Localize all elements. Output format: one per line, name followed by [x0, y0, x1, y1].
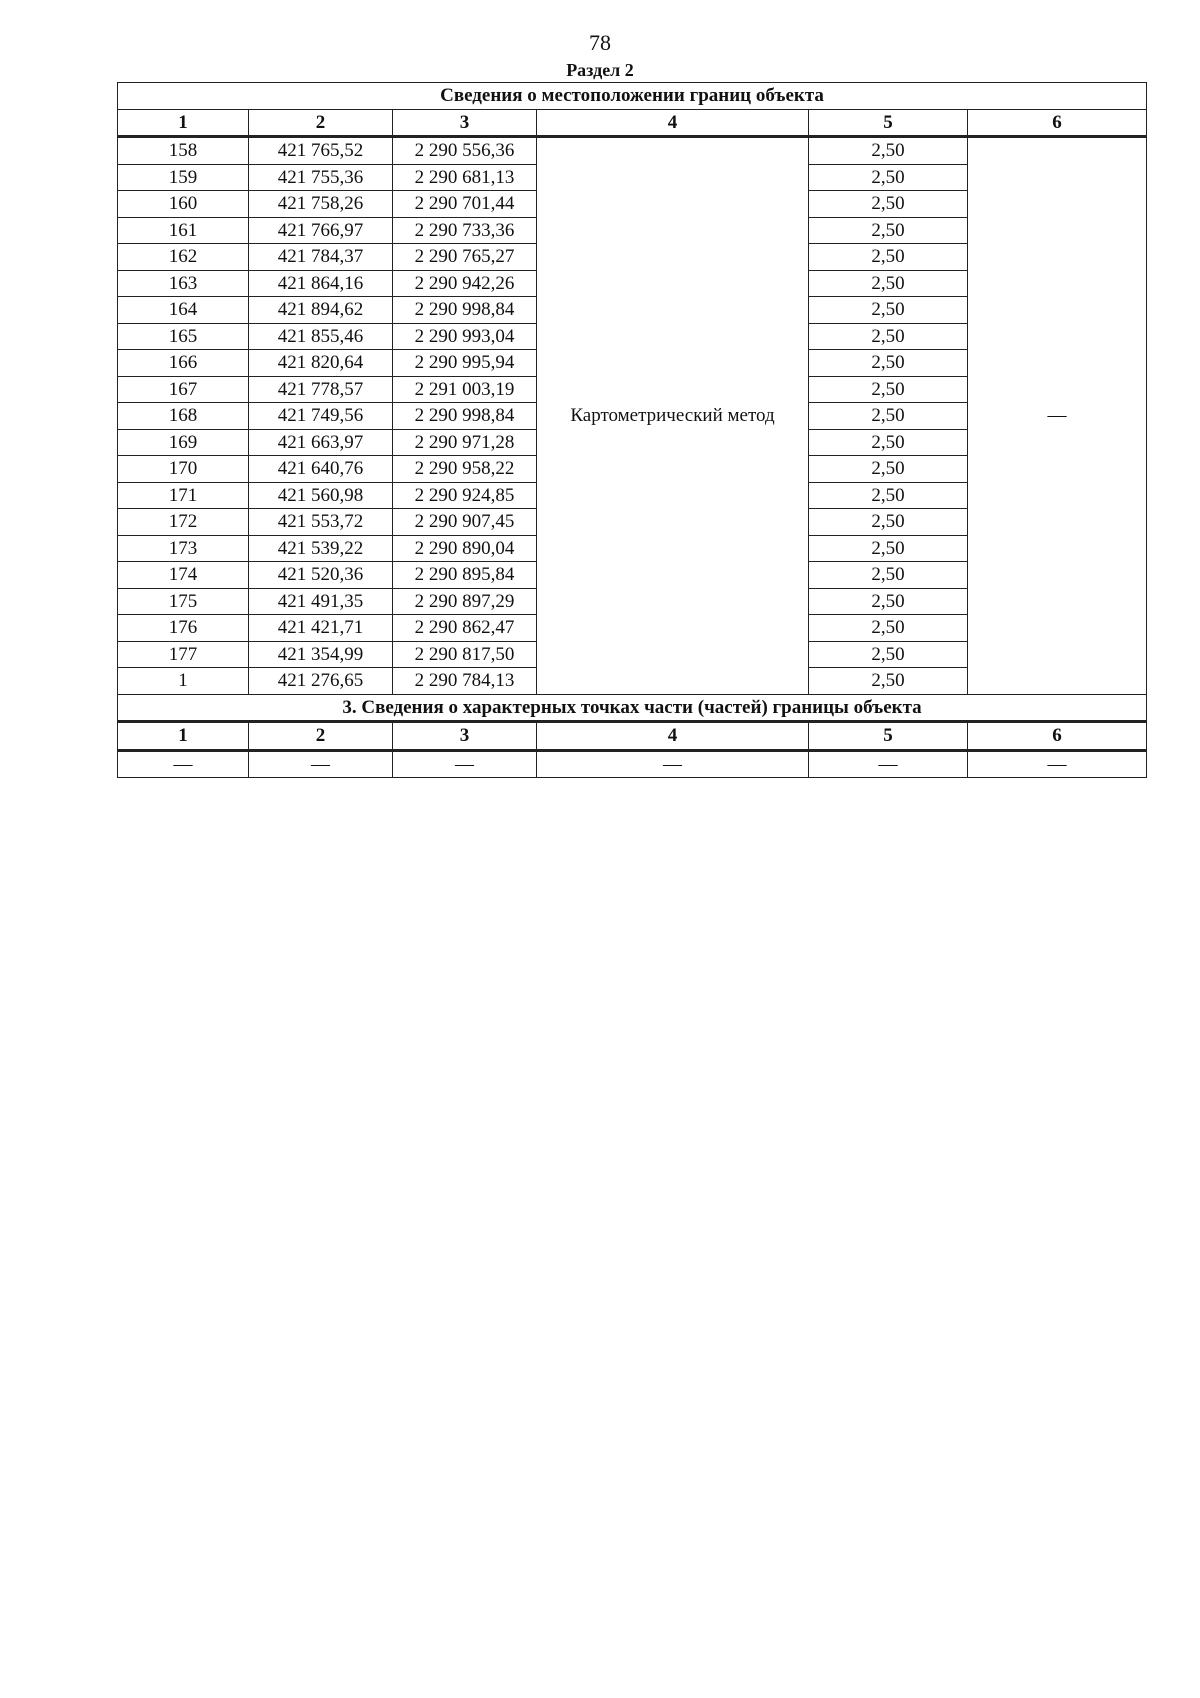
section-label: Раздел 2 [566, 60, 634, 80]
accuracy-cell: 2,50 [809, 217, 968, 244]
section3-row [118, 750, 1147, 778]
y-coordinate-cell: 2 290 958,22 [393, 456, 537, 483]
table-title: Сведения о местоположении границ объекта [118, 83, 1147, 110]
point-number-cell: 159 [118, 164, 249, 191]
y-coordinate-cell: 2 290 998,84 [393, 297, 537, 324]
table-row [118, 137, 1147, 165]
x-coordinate-cell: 421 784,37 [249, 244, 393, 271]
x-coordinate-cell: 421 491,35 [249, 588, 393, 615]
y-coordinate-cell: 2 290 701,44 [393, 191, 537, 218]
header-cell: 4 [537, 109, 809, 137]
x-coordinate-cell: 421 820,64 [249, 350, 393, 377]
accuracy-cell: 2,50 [809, 403, 968, 430]
section3-cell: — [393, 750, 537, 778]
accuracy-cell: 2,50 [809, 164, 968, 191]
accuracy-cell: 2,50 [809, 562, 968, 589]
accuracy-cell: 2,50 [809, 191, 968, 218]
x-coordinate-cell: 421 640,76 [249, 456, 393, 483]
point-number-cell: 175 [118, 588, 249, 615]
point-number-cell: 169 [118, 429, 249, 456]
y-coordinate-cell: 2 290 998,84 [393, 403, 537, 430]
accuracy-cell: 2,50 [809, 297, 968, 324]
page-number: 78 [589, 30, 611, 55]
section3-cell: — [249, 750, 393, 778]
header-cell: 5 [809, 109, 968, 137]
point-number-cell: 160 [118, 191, 249, 218]
header-cell: 2 [249, 109, 393, 137]
y-coordinate-cell: 2 290 971,28 [393, 429, 537, 456]
x-coordinate-cell: 421 520,36 [249, 562, 393, 589]
point-number-cell: 161 [118, 217, 249, 244]
y-coordinate-cell: 2 290 765,27 [393, 244, 537, 271]
point-number-cell: 177 [118, 641, 249, 668]
y-coordinate-cell: 2 290 924,85 [393, 482, 537, 509]
point-number-cell: 158 [118, 137, 249, 165]
accuracy-cell: 2,50 [809, 535, 968, 562]
x-coordinate-cell: 421 894,62 [249, 297, 393, 324]
section3-header-cell: 3 [393, 722, 537, 751]
y-coordinate-cell: 2 290 733,36 [393, 217, 537, 244]
accuracy-cell: 2,50 [809, 244, 968, 271]
accuracy-cell: 2,50 [809, 323, 968, 350]
accuracy-cell: 2,50 [809, 509, 968, 536]
x-coordinate-cell: 421 539,22 [249, 535, 393, 562]
point-number-cell: 162 [118, 244, 249, 271]
point-number-cell: 1 [118, 668, 249, 695]
accuracy-cell: 2,50 [809, 376, 968, 403]
accuracy-cell: 2,50 [809, 668, 968, 695]
accuracy-cell: 2,50 [809, 588, 968, 615]
section3-title: 3. Сведения о характерных точках части (частей) границы объекта [118, 694, 1147, 722]
x-coordinate-cell: 421 755,36 [249, 164, 393, 191]
point-number-cell: 166 [118, 350, 249, 377]
x-coordinate-cell: 421 276,65 [249, 668, 393, 695]
boundary-table [117, 82, 1147, 778]
accuracy-cell: 2,50 [809, 350, 968, 377]
x-coordinate-cell: 421 663,97 [249, 429, 393, 456]
y-coordinate-cell: 2 290 895,84 [393, 562, 537, 589]
point-number-cell: 163 [118, 270, 249, 297]
point-number-cell: 165 [118, 323, 249, 350]
x-coordinate-cell: 421 778,57 [249, 376, 393, 403]
x-coordinate-cell: 421 765,52 [249, 137, 393, 165]
x-coordinate-cell: 421 864,16 [249, 270, 393, 297]
accuracy-cell: 2,50 [809, 641, 968, 668]
section3-title-row [118, 694, 1147, 722]
point-number-cell: 170 [118, 456, 249, 483]
section3-cell: — [537, 750, 809, 778]
accuracy-cell: 2,50 [809, 137, 968, 165]
accuracy-cell: 2,50 [809, 482, 968, 509]
section3-cell: — [809, 750, 968, 778]
header-cell: 1 [118, 109, 249, 137]
section3-header-cell: 2 [249, 722, 393, 751]
point-number-cell: 167 [118, 376, 249, 403]
header-row [118, 109, 1147, 137]
x-coordinate-cell: 421 560,98 [249, 482, 393, 509]
y-coordinate-cell: 2 290 942,26 [393, 270, 537, 297]
x-coordinate-cell: 421 766,97 [249, 217, 393, 244]
y-coordinate-cell: 2 290 890,04 [393, 535, 537, 562]
header-cell: 6 [968, 109, 1147, 137]
x-coordinate-cell: 421 354,99 [249, 641, 393, 668]
x-coordinate-cell: 421 749,56 [249, 403, 393, 430]
point-number-cell: 176 [118, 615, 249, 642]
x-coordinate-cell: 421 855,46 [249, 323, 393, 350]
y-coordinate-cell: 2 290 897,29 [393, 588, 537, 615]
section3-header-cell: 1 [118, 722, 249, 751]
y-coordinate-cell: 2 290 817,50 [393, 641, 537, 668]
point-number-cell: 174 [118, 562, 249, 589]
section3-header-cell: 4 [537, 722, 809, 751]
section3-cell: — [968, 750, 1147, 778]
point-number-cell: 172 [118, 509, 249, 536]
y-coordinate-cell: 2 291 003,19 [393, 376, 537, 403]
y-coordinate-cell: 2 290 995,94 [393, 350, 537, 377]
section3-header-cell: 6 [968, 722, 1147, 751]
y-coordinate-cell: 2 290 993,04 [393, 323, 537, 350]
section3-header-row [118, 722, 1147, 751]
point-number-cell: 164 [118, 297, 249, 324]
accuracy-cell: 2,50 [809, 456, 968, 483]
section3-header-cell: 5 [809, 722, 968, 751]
x-coordinate-cell: 421 553,72 [249, 509, 393, 536]
method-cell: Картометрический метод [537, 137, 809, 695]
description-cell: — [968, 137, 1147, 695]
accuracy-cell: 2,50 [809, 615, 968, 642]
header-cell: 3 [393, 109, 537, 137]
x-coordinate-cell: 421 421,71 [249, 615, 393, 642]
y-coordinate-cell: 2 290 862,47 [393, 615, 537, 642]
point-number-cell: 173 [118, 535, 249, 562]
y-coordinate-cell: 2 290 556,36 [393, 137, 537, 165]
section3-cell: — [118, 750, 249, 778]
point-number-cell: 171 [118, 482, 249, 509]
y-coordinate-cell: 2 290 681,13 [393, 164, 537, 191]
point-number-cell: 168 [118, 403, 249, 430]
accuracy-cell: 2,50 [809, 429, 968, 456]
x-coordinate-cell: 421 758,26 [249, 191, 393, 218]
y-coordinate-cell: 2 290 784,13 [393, 668, 537, 695]
accuracy-cell: 2,50 [809, 270, 968, 297]
y-coordinate-cell: 2 290 907,45 [393, 509, 537, 536]
